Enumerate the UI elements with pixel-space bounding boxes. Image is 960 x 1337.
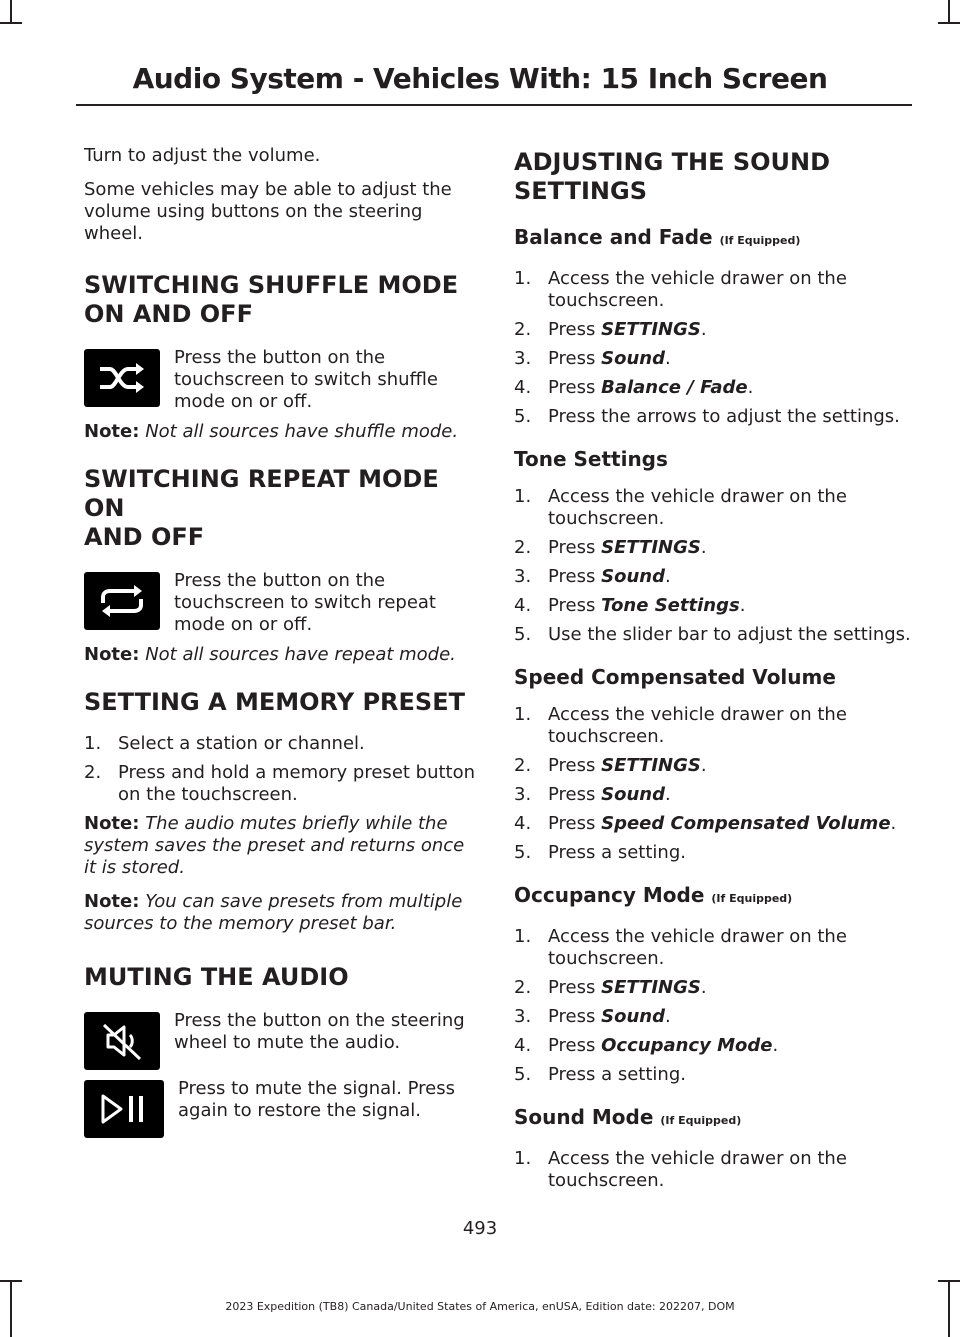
header-rule bbox=[76, 104, 912, 106]
mute-icon bbox=[84, 1012, 160, 1070]
list-item: 4. Press Occupancy Mode. bbox=[514, 1035, 779, 1056]
section-heading-mute: MUTING THE AUDIO bbox=[84, 963, 349, 991]
play-pause-text: Press to mute the signal. Press again to restore the signal. bbox=[178, 1078, 456, 1121]
subheading-tone: Tone Settings bbox=[514, 447, 668, 471]
shuffle-text: Press the button on the touchscreen to switch shuffle mode on or off. bbox=[174, 347, 438, 412]
edition-footer: 2023 Expedition (TB8) Canada/United States of America, enUSA, Edition date: 202207, DOM bbox=[225, 1300, 735, 1313]
crop-mark bbox=[948, 0, 950, 22]
subheading-sound-mode: Sound Mode (If Equipped) bbox=[514, 1105, 742, 1129]
list-item: 1. Access the vehicle drawer on the touchscreen. bbox=[514, 486, 847, 529]
right-column bbox=[514, 148, 914, 1199]
crop-mark bbox=[0, 1280, 22, 1282]
list-item: 2. Press SETTINGS. bbox=[514, 319, 707, 340]
page-header-title: Audio System - Vehicles With: 15 Inch Screen bbox=[132, 62, 828, 95]
mute-text: Press the button on the steering wheel to mute the audio. bbox=[174, 1010, 465, 1053]
list-item: 1. Access the vehicle drawer on the touchscreen. bbox=[514, 926, 847, 969]
page-number: 493 bbox=[462, 1218, 498, 1239]
preset-note: Note: You can save presets from multiple sources to the memory preset bar. bbox=[84, 891, 463, 934]
list-item: 4. Press Tone Settings. bbox=[514, 595, 746, 616]
list-item: 2. Press and hold a memory preset button on the touchscreen. bbox=[84, 762, 476, 805]
preset-note: Note: The audio mutes briefly while the system saves the preset and returns once it is stored. bbox=[84, 813, 465, 878]
shuffle-icon bbox=[84, 349, 160, 407]
list-item: 2. Press SETTINGS. bbox=[514, 755, 707, 776]
intro-paragraph: Some vehicles may be able to adjust the volume using buttons on the steering wheel. bbox=[84, 179, 452, 244]
section-heading-sound: ADJUSTING THE SOUND SETTINGS bbox=[514, 148, 831, 205]
repeat-text: Press the button on the touchscreen to switch repeat mode on or off. bbox=[174, 570, 436, 635]
shuffle-note: Note: Not all sources have shuffle mode. bbox=[84, 421, 459, 442]
list-item: 5. Use the slider bar to adjust the settings. bbox=[514, 624, 911, 645]
repeat-icon bbox=[84, 572, 160, 630]
preset-steps bbox=[84, 733, 476, 806]
section-heading-repeat: SWITCHING REPEAT MODE ON AND OFF bbox=[84, 465, 439, 551]
shuffle-row bbox=[84, 347, 476, 413]
play-pause-icon bbox=[84, 1080, 164, 1138]
list-item: 2. Press SETTINGS. bbox=[514, 977, 707, 998]
subheading-speed: Speed Compensated Volume bbox=[514, 665, 836, 689]
list-item: 1. Select a station or channel. bbox=[84, 733, 365, 754]
list-item: 1. Access the vehicle drawer on the touchscreen. bbox=[514, 1148, 847, 1191]
repeat-note: Note: Not all sources have repeat mode. bbox=[84, 644, 456, 665]
crop-mark bbox=[938, 22, 960, 24]
list-item: 5. Press the arrows to adjust the settings. bbox=[514, 406, 900, 427]
list-item: 3. Press Sound. bbox=[514, 1006, 671, 1027]
list-item: 3. Press Sound. bbox=[514, 784, 671, 805]
list-item: 1. Access the vehicle drawer on the touchscreen. bbox=[514, 704, 847, 747]
list-item: 4. Press Speed Compensated Volume. bbox=[514, 813, 897, 834]
speed-steps bbox=[514, 704, 914, 864]
sound-mode-steps bbox=[514, 1148, 914, 1192]
mute-row bbox=[84, 1010, 476, 1070]
section-heading-shuffle: SWITCHING SHUFFLE MODE ON AND OFF bbox=[84, 271, 459, 328]
crop-mark bbox=[938, 1280, 960, 1282]
subheading-occupancy: Occupancy Mode (If Equipped) bbox=[514, 883, 793, 907]
list-item: 5. Press a setting. bbox=[514, 1064, 686, 1085]
occupancy-steps bbox=[514, 926, 914, 1086]
section-heading-preset: SETTING A MEMORY PRESET bbox=[84, 688, 465, 716]
left-column bbox=[84, 145, 476, 1146]
list-item: 2. Press SETTINGS. bbox=[514, 537, 707, 558]
repeat-row bbox=[84, 570, 476, 636]
intro-paragraph: Turn to adjust the volume. bbox=[84, 145, 321, 166]
play-pause-row bbox=[84, 1078, 476, 1138]
list-item: 3. Press Sound. bbox=[514, 348, 671, 369]
list-item: 5. Press a setting. bbox=[514, 842, 686, 863]
crop-mark bbox=[0, 22, 22, 24]
balance-steps bbox=[514, 268, 914, 428]
crop-mark bbox=[10, 0, 12, 22]
list-item: 4. Press Balance / Fade. bbox=[514, 377, 754, 398]
subheading-balance: Balance and Fade (If Equipped) bbox=[514, 225, 801, 249]
tone-steps bbox=[514, 486, 914, 646]
list-item: 3. Press Sound. bbox=[514, 566, 671, 587]
list-item: 1. Access the vehicle drawer on the touchscreen. bbox=[514, 268, 847, 311]
